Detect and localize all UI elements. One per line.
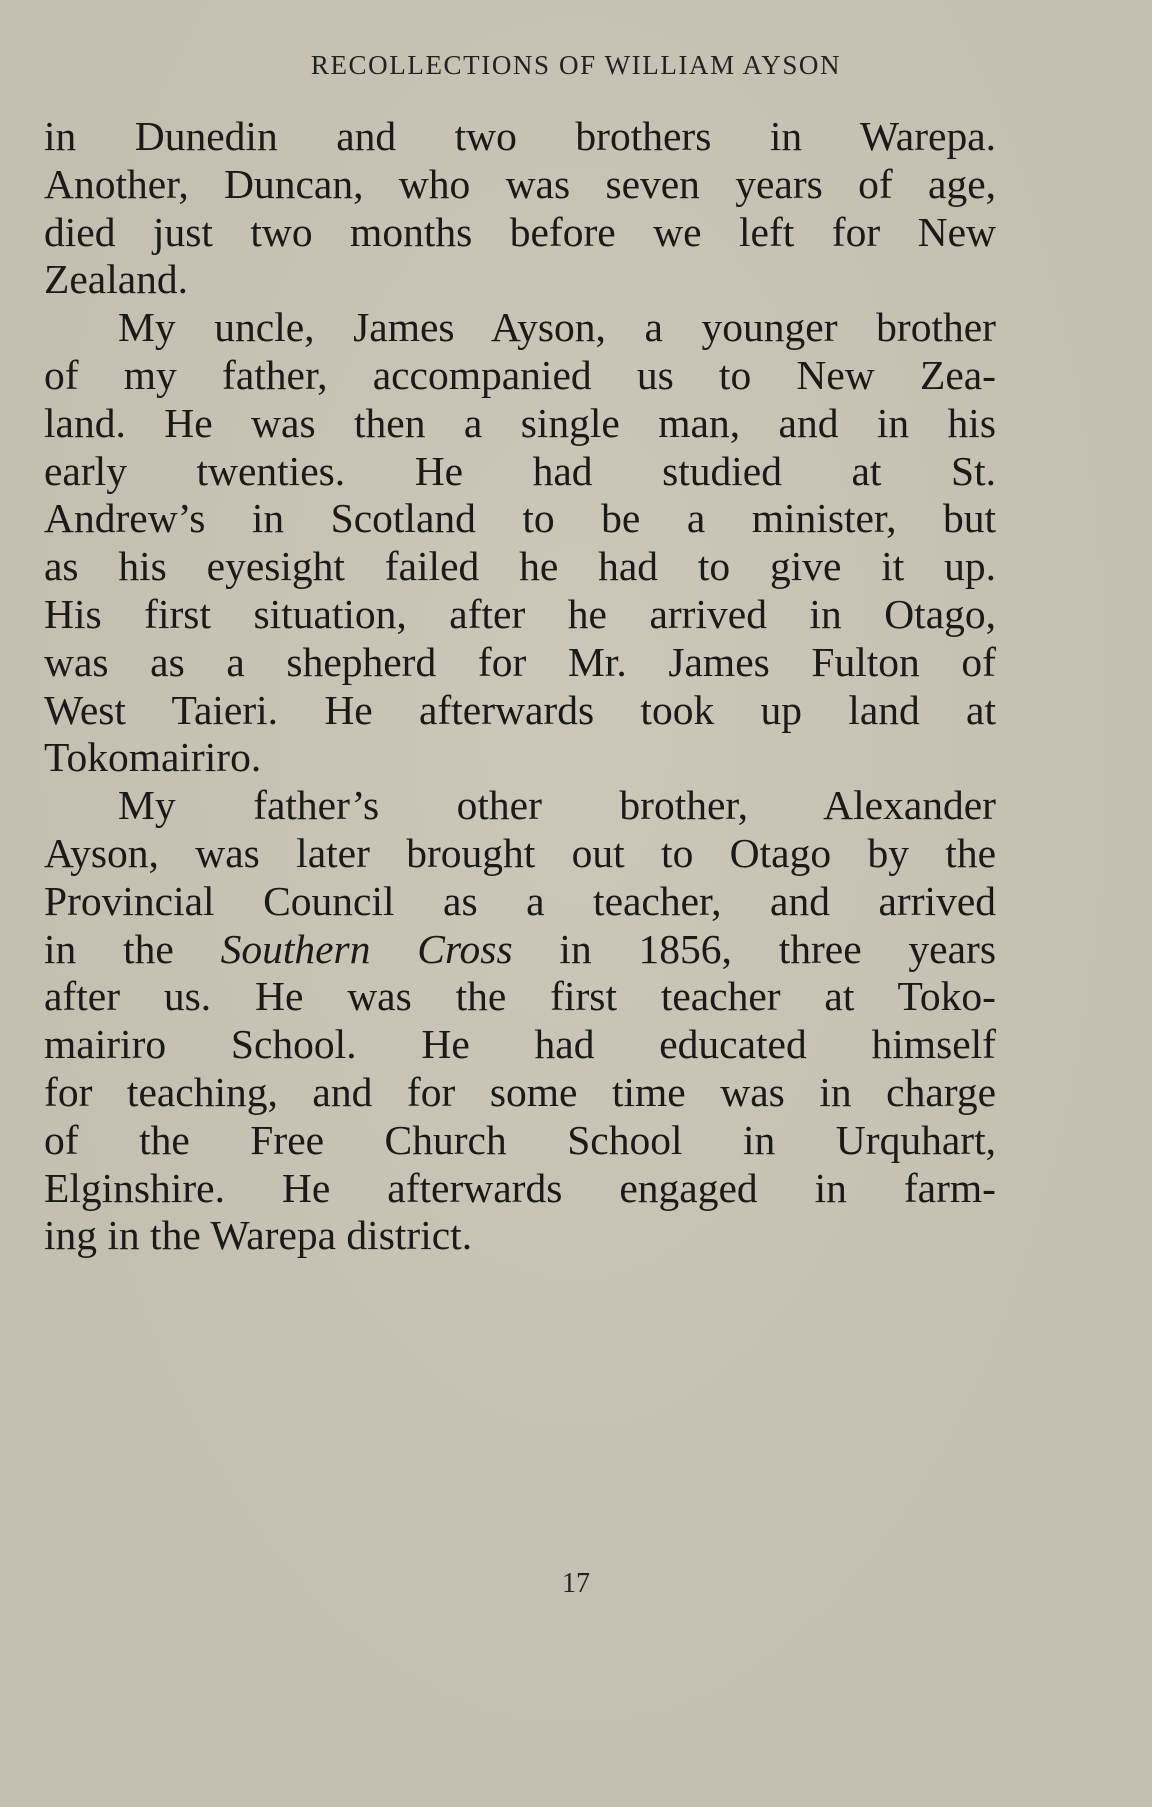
body-text	[44, 113, 996, 1260]
text-line: Provincial Council as a teacher, and arrived	[44, 877, 996, 924]
text-line: Another, Duncan, who was seven years of age,	[44, 160, 996, 207]
text-line: Andrew’s in Scotland to be a minister, but	[44, 495, 996, 542]
text-run: in the	[44, 925, 221, 972]
text-line: ing in the Warepa district.	[44, 1212, 473, 1259]
text-line: in Dunedin and two brothers in Warepa.	[44, 113, 996, 159]
text-run: in 1856, three years	[512, 925, 996, 972]
text-line: Tokomairiro.	[44, 734, 262, 781]
text-line: of my father, accompanied us to New Zea-	[44, 351, 996, 398]
ship-name: Southern Cross	[220, 925, 513, 972]
text-line: died just two months before we left for New	[44, 208, 996, 255]
text-line: after us. He was the first teacher at Toko-	[44, 973, 996, 1020]
text-line: mairiro School. He had educated himself	[44, 1021, 996, 1068]
running-head: RECOLLECTIONS OF WILLIAM AYSON	[310, 50, 842, 80]
text-line: for teaching, and for some time was in charge	[44, 1068, 996, 1115]
text-line: My father’s other brother, Alexander	[118, 782, 996, 829]
page-number: 17	[562, 1568, 590, 1599]
text-line: was as a shepherd for Mr. James Fulton of	[44, 638, 996, 685]
text-line: My uncle, James Ayson, a younger brother	[118, 304, 996, 351]
text-line: Elginshire. He afterwards engaged in farm-	[44, 1164, 996, 1211]
text-line: West Taieri. He afterwards took up land at	[44, 686, 996, 733]
text-line: as his eyesight failed he had to give it up.	[44, 543, 996, 590]
text-line	[44, 926, 996, 974]
text-line: of the Free Church School in Urquhart,	[44, 1116, 996, 1163]
text-line: land. He was then a single man, and in his	[44, 399, 996, 446]
text-line: early twenties. He had studied at St.	[44, 447, 996, 494]
text-line: Ayson, was later brought out to Otago by the	[44, 829, 996, 876]
text-line: Zealand.	[44, 256, 189, 303]
text-line: His first situation, after he arrived in Otago,	[44, 590, 996, 637]
